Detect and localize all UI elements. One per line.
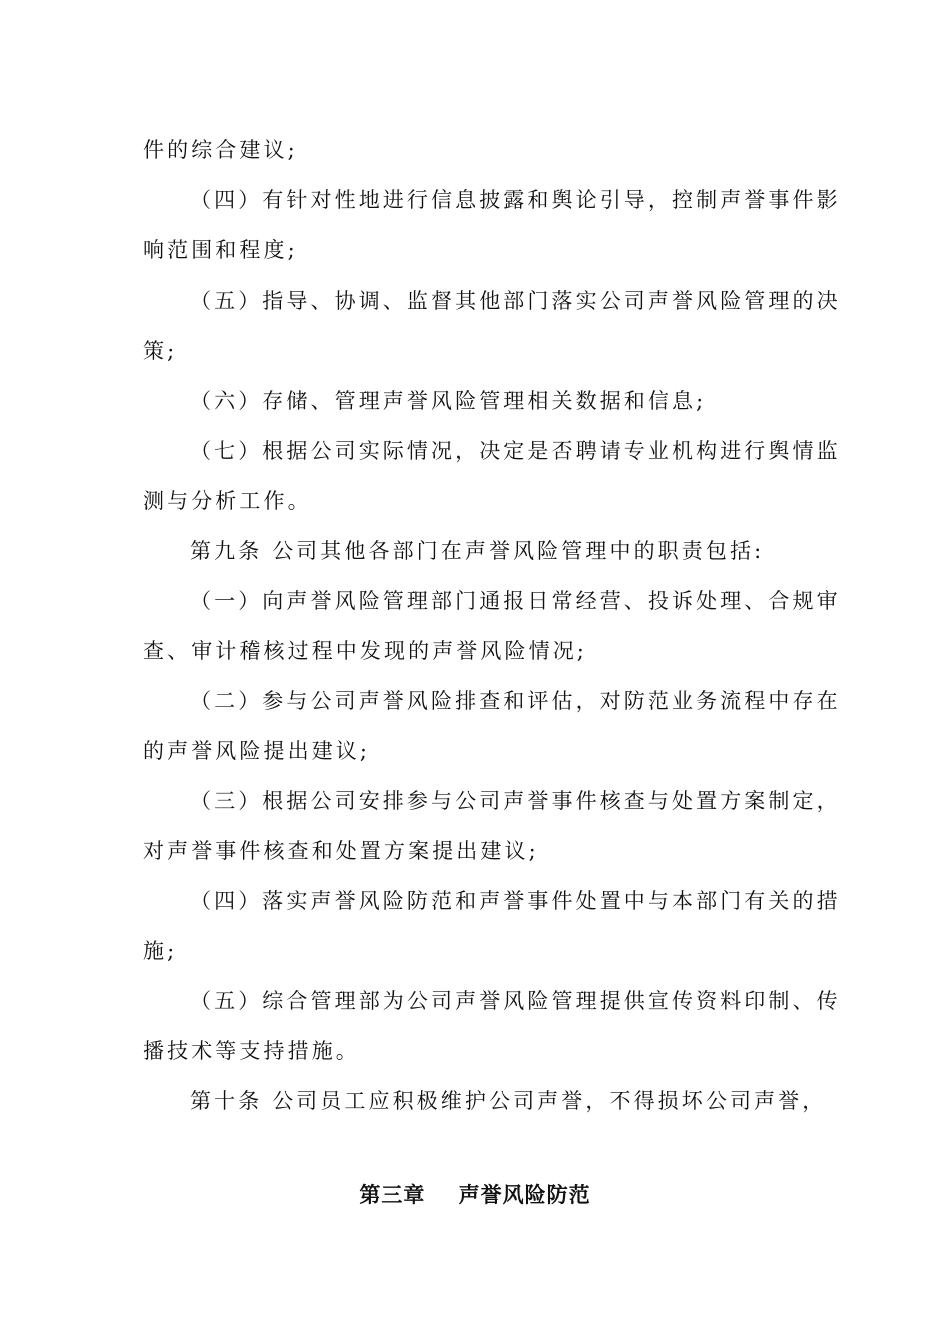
text-line: （五）指导、协调、监督其他部门落实公司声誉风险管理的决 bbox=[190, 289, 841, 313]
text-line: （一）向声誉风险管理部门通报日常经营、投诉处理、合规审 bbox=[190, 589, 841, 613]
text-line: （五）综合管理部为公司声誉风险管理提供宣传资料印制、传 bbox=[190, 989, 841, 1013]
text-line: 施; bbox=[143, 939, 178, 963]
article-line: 第十条 公司员工应积极维护公司声誉，不得损坏公司声誉， bbox=[190, 1089, 827, 1113]
chapter-heading: 第三章 声誉风险防范 bbox=[359, 1182, 591, 1207]
text-line: 响范围和程度; bbox=[143, 238, 298, 262]
article-line: 第九条 公司其他各部门在声誉风险管理中的职责包括: bbox=[190, 539, 765, 563]
text-line: 播技术等支持措施。 bbox=[143, 1039, 360, 1063]
text-line: （二）参与公司声誉风险排查和评估，对防范业务流程中存在 bbox=[190, 689, 841, 713]
text-line: （六）存储、管理声誉风险管理相关数据和信息; bbox=[190, 389, 707, 413]
text-line: （三）根据公司安排参与公司声誉事件核查与处置方案制定， bbox=[190, 789, 841, 813]
text-line: 查、审计稽核过程中发现的声誉风险情况; bbox=[143, 639, 587, 663]
text-line: （七）根据公司实际情况，决定是否聘请专业机构进行舆情监 bbox=[190, 439, 841, 463]
text-line: 策; bbox=[143, 339, 178, 363]
text-line: 对声誉事件核查和处置方案提出建议; bbox=[143, 839, 539, 863]
text-line: （四）落实声誉风险防范和声誉事件处置中与本部门有关的措 bbox=[190, 889, 841, 913]
text-line: （四）有针对性地进行信息披露和舆论引导，控制声誉事件影 bbox=[190, 188, 841, 212]
text-line: 测与分析工作。 bbox=[143, 489, 312, 513]
text-line: 的声誉风险提出建议; bbox=[143, 739, 371, 763]
text-line: 件的综合建议; bbox=[143, 138, 298, 162]
